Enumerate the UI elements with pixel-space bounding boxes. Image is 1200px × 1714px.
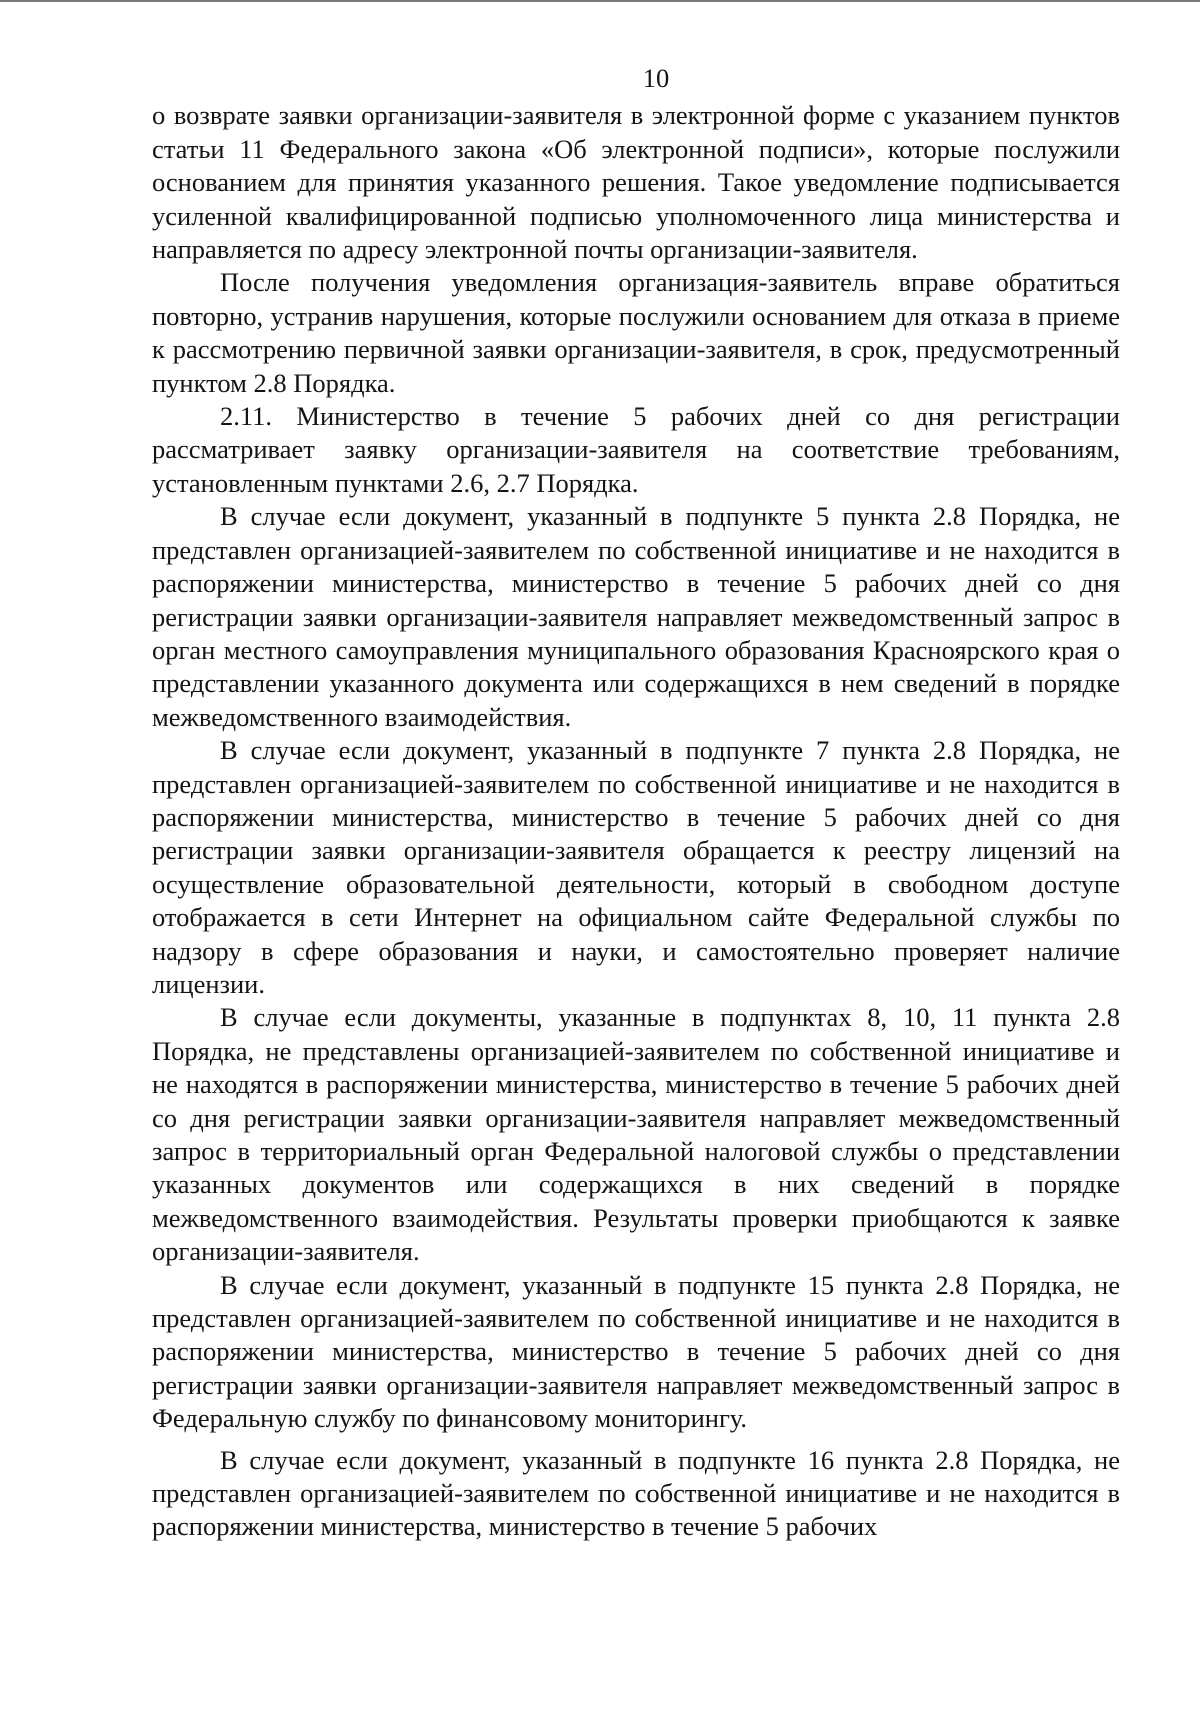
paragraph-continuation: о возврате заявки организации-заявителя в электронной форме с указанием пунктов статьи 11 Федерального закона «Об электронной подписи», которые послужили основанием для принятия указанного решения. Такое уведомление подписывается усиленной квалифицированной подписью уполномоченного лица министерства и направляется по адресу электронной почты организации-заявителя. [152, 100, 1120, 265]
paragraph-2-11: 2.11. Министерство в течение 5 рабочих дней со дня регистрации рассматривает заявку организации-заявителя на соответствие требованиям, установленным пунктами 2.6, 2.7 Порядка. [152, 401, 1120, 498]
document-page [152, 62, 1120, 1544]
page-top-border [0, 0, 1200, 2]
paragraph-subitems-8-10-11: В случае если документы, указанные в подпунктах 8, 10, 11 пункта 2.8 Порядка, не представлены организацией-заявителем по собственной инициативе и не находятся в распоряжении министерства, министерство в течение 5 рабочих дней со дня регистрации заявки организации-заявителя направляет межведомственный запрос в территориальный орган Федеральной налоговой службы о представлении указанных документов или содержащихся в них сведений в порядке межведомственного взаимодействия. Результаты проверки приобщаются к заявке организации-заявителя. [152, 1002, 1120, 1267]
page-number: 10 [642, 63, 670, 93]
paragraph-subitem-15: В случае если документ, указанный в подпункте 15 пункта 2.8 Порядка, не представлен организацией-заявителем по собственной инициативе и не находится в распоряжении министерства, министерство в течение 5 рабочих дней со дня регистрации заявки организации-заявителя направляет межведомственный запрос в Федеральную службу по финансовому мониторингу. [152, 1269, 1120, 1434]
paragraph-subitem-5: В случае если документ, указанный в подпункте 5 пункта 2.8 Порядка, не представлен организацией-заявителем по собственной инициативе и не находится в распоряжении министерства, министерство в течение 5 рабочих дней со дня регистрации заявки организации-заявителя направляет межведомственный запрос в орган местного самоуправления муниципального образования Красноярского края о представлении указанного документа или содержащихся в нем сведений в порядке межведомственного взаимодействия. [152, 501, 1120, 732]
paragraph-subitem-16: В случае если документ, указанный в подпункте 16 пункта 2.8 Порядка, не представлен организацией-заявителем по собственной инициативе и не находится в распоряжении министерства, министерство в течение 5 рабочих [152, 1444, 1120, 1542]
paragraph-reapply: После получения уведомления организация-заявитель вправе обратиться повторно, устранив нарушения, которые послужили основанием для отказа в приеме к рассмотрению первичной заявки организации-заявителя, в срок, предусмотренный пунктом 2.8 Порядка. [152, 267, 1120, 398]
paragraph-subitem-7: В случае если документ, указанный в подпункте 7 пункта 2.8 Порядка, не представлен организацией-заявителем по собственной инициативе и не находится в распоряжении министерства, министерство в течение 5 рабочих дней со дня регистрации заявки организации-заявителя обращается к реестру лицензий на осуществление образовательной деятельности, который в свободном доступе отображается в сети Интернет на официальном сайте Федеральной службы по надзору в сфере образования и науки, и самостоятельно проверяет наличие лицензии. [152, 735, 1120, 999]
